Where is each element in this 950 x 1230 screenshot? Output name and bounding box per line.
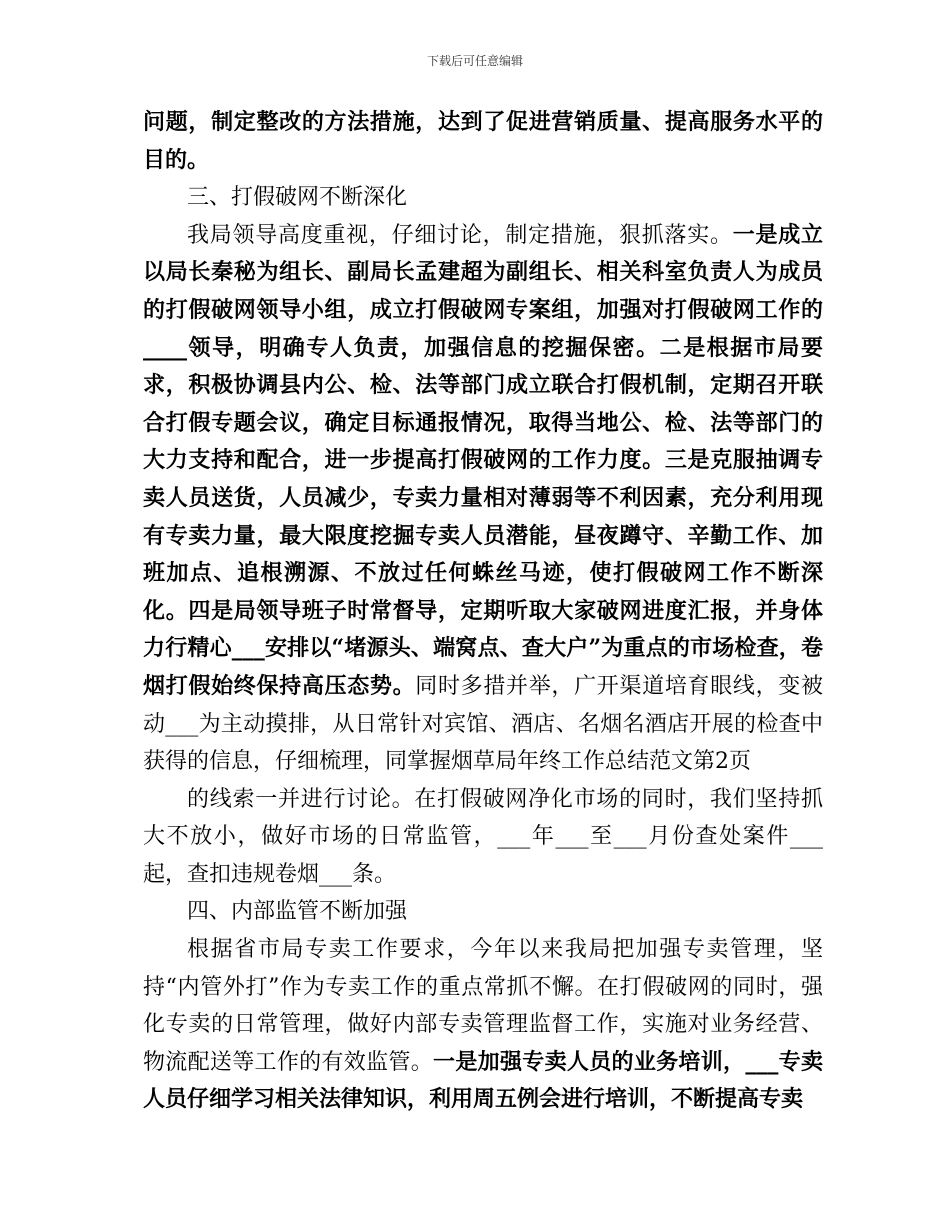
page-header: 下载后可任意编辑 <box>426 54 523 68</box>
document-body <box>143 104 823 1119</box>
paragraph-internal-supervision <box>143 931 823 1119</box>
paragraph-anti-counterfeit <box>143 217 823 781</box>
section-heading-4: 四、内部监管不断加强 <box>187 899 408 925</box>
paragraph-intro-text: 我局领导高度重视，仔细讨论，制定措施，狠抓落实。 <box>187 222 733 248</box>
paragraph-bold-text: 一是成立以局长秦秘为组长、副局长孟建超为副组长、相关科室负责人为成员的打假破网领导小组，成立打假破网专案组，加强对打假破网工作的____领导，明确专人负责，加强信息的挖掘保密。二是根据市局要求，积极协调县内公、检、法等部门成立联合打假机制，定期召开联合打假专题会议，确定目标通报情况，取得当地公、检、法等部门的大力支持和配合，进一步提高打假破网的工作力度。三是克服抽调专卖人员送货，人员减少，专卖力量相对薄弱等不利因素，充分利用现有专卖力量，最大限度挖掘专卖人员潜能，昼夜蹲守、辛勤工作、加班加点、追根溯源、不放过任何蛛丝马迹，使打假破网工作不断深化。四是局领导班子时常督导，定期听取大家破网进度汇报，并身体力行精心___安排以“堵源头、端窝点、查大户”为重点的市场检查，卷烟打假始终保持高压态势。 <box>143 221 823 699</box>
paragraph-plain-text: 同时多措并举，广开渠道培育眼线，变被动___为主动摸排，从日常针对宾馆、酒店、名烟名酒店开展的检查中获得的信息，仔细梳理，同掌握烟草局年终工作总结范文第2页 <box>143 673 823 775</box>
paragraph-bold-text: 一是加强专卖人员的业务培训，___专卖人员仔细学习相关法律知识，利用周五例会进行培训，不断提高专卖 <box>143 1048 823 1113</box>
paragraph-continuation: 问题，制定整改的方法措施，达到了促进营销质量、提高服务水平的目的。 <box>143 109 823 173</box>
paragraph-plain-text: 根据省市局专卖工作要求，今年以来我局把加强专卖管理，坚持“内管外打”作为专卖工作的重点常抓不懈。在打假破网的同时，强化专卖的日常管理，做好内部专卖管理监督工作，实施对业务经营、物流配送等工作的有效监管。 <box>143 937 823 1075</box>
section-heading-3: 三、打假破网不断深化 <box>187 185 408 211</box>
paragraph-market-supervision: 的线索一并进行讨论。在打假破网净化市场的同时，我们坚持抓大不放小，做好市场的日常监管，___年___至___月份查处案件___起，查扣违规卷烟___条。 <box>143 786 823 887</box>
